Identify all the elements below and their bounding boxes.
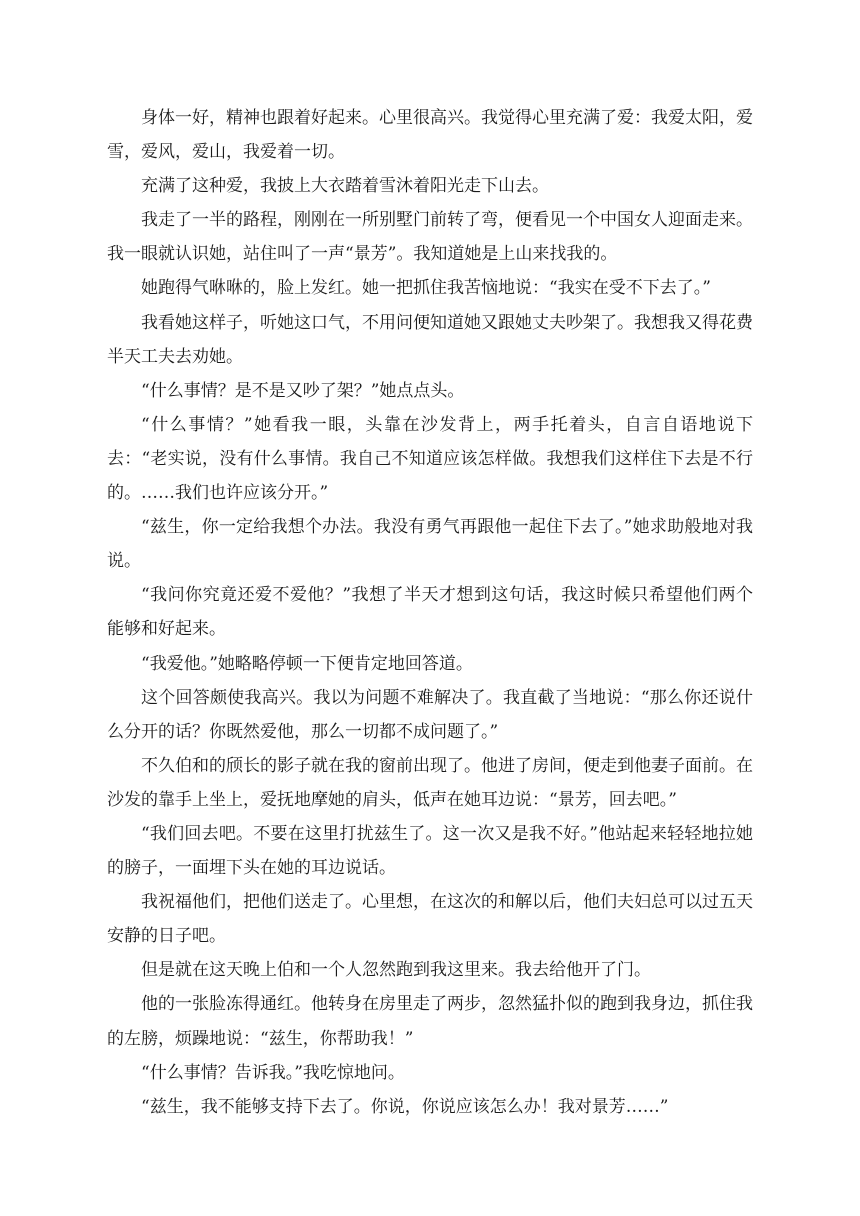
paragraph-7: “什么事情？”她看我一眼，头靠在沙发背上，两手托着头，自言自语地说下去：“老实说，没有什么事情。我自己不知道应该怎样做。我想我们这样住下去是不行的。……我们也许应该分开。” — [107, 414, 753, 504]
paragraph-8: “兹生，你一定给我想个办法。我没有勇气再跟他一起住下去了。”她求助般地对我说。 — [107, 517, 753, 572]
paragraph-17: “什么事情？告诉我。”我吃惊地问。 — [141, 1062, 405, 1083]
paragraph-18: “兹生，我不能够支持下去了。你说，你说应该怎么办！我对景芳……” — [141, 1096, 669, 1117]
paragraph-4: 她跑得气咻咻的，脸上发红。她一把抓住我苦恼地说：“我实在受不下去了。” — [141, 278, 711, 299]
paragraph-3: 我走了一半的路程，刚刚在一所别墅门前转了弯，便看见一个中国女人迎面走来。我一眼就认识她，站住叫了一声“景芳”。我知道她是上山来找我的。 — [107, 210, 753, 265]
body-text — [107, 101, 753, 1124]
paragraph-10: “我爱他。”她略略停顿一下便肯定地回答道。 — [141, 653, 473, 674]
paragraph-2: 充满了这种爱，我披上大衣踏着雪沐着阳光走下山去。 — [141, 176, 549, 197]
paragraph-13: “我们回去吧。不要在这里打扰兹生了。这一次又是我不好。”他站起来轻轻地拉她的膀子，一面埋下头在她的耳边说话。 — [107, 823, 753, 879]
paragraph-1: 身体一好，精神也跟着好起来。心里很高兴。我觉得心里充满了爱：我爱太阳，爱雪，爱风，爱山，我爱着一切。 — [107, 108, 753, 163]
paragraph-12: 不久伯和的颀长的影子就在我的窗前出现了。他进了房间，便走到他妻子面前。在沙发的靠手上坐上，爱抚地摩她的肩头，低声在她耳边说：“景芳，回去吧。” — [107, 755, 753, 810]
paragraph-6: “什么事情？是不是又吵了架？”她点点头。 — [141, 380, 465, 401]
paragraph-5: 我看她这样子，听她这口气，不用问便知道她又跟她丈夫吵架了。我想我又得花费半天工夫去劝她。 — [107, 312, 753, 367]
paragraph-11: 这个回答颇使我高兴。我以为问题不难解决了。我直截了当地说：“那么你还说什么分开的话？你既然爱他，那么一切都不成问题了。” — [107, 687, 753, 742]
paragraph-14: 我祝福他们，把他们送走了。心里想，在这次的和解以后，他们夫妇总可以过五天安静的日子吧。 — [107, 892, 753, 947]
paragraph-15: 但是就在这天晚上伯和一个人忽然跑到我这里来。我去给他开了门。 — [141, 960, 651, 981]
paragraph-16: 他的一张脸冻得通红。他转身在房里走了两步，忽然猛扑似的跑到我身边，抓住我的左膀，烦躁地说：“兹生，你帮助我！” — [107, 994, 753, 1049]
paragraph-9: “我问你究竟还爱不爱他？”我想了半天才想到这句话，我这时候只希望他们两个能够和好起来。 — [107, 585, 753, 640]
